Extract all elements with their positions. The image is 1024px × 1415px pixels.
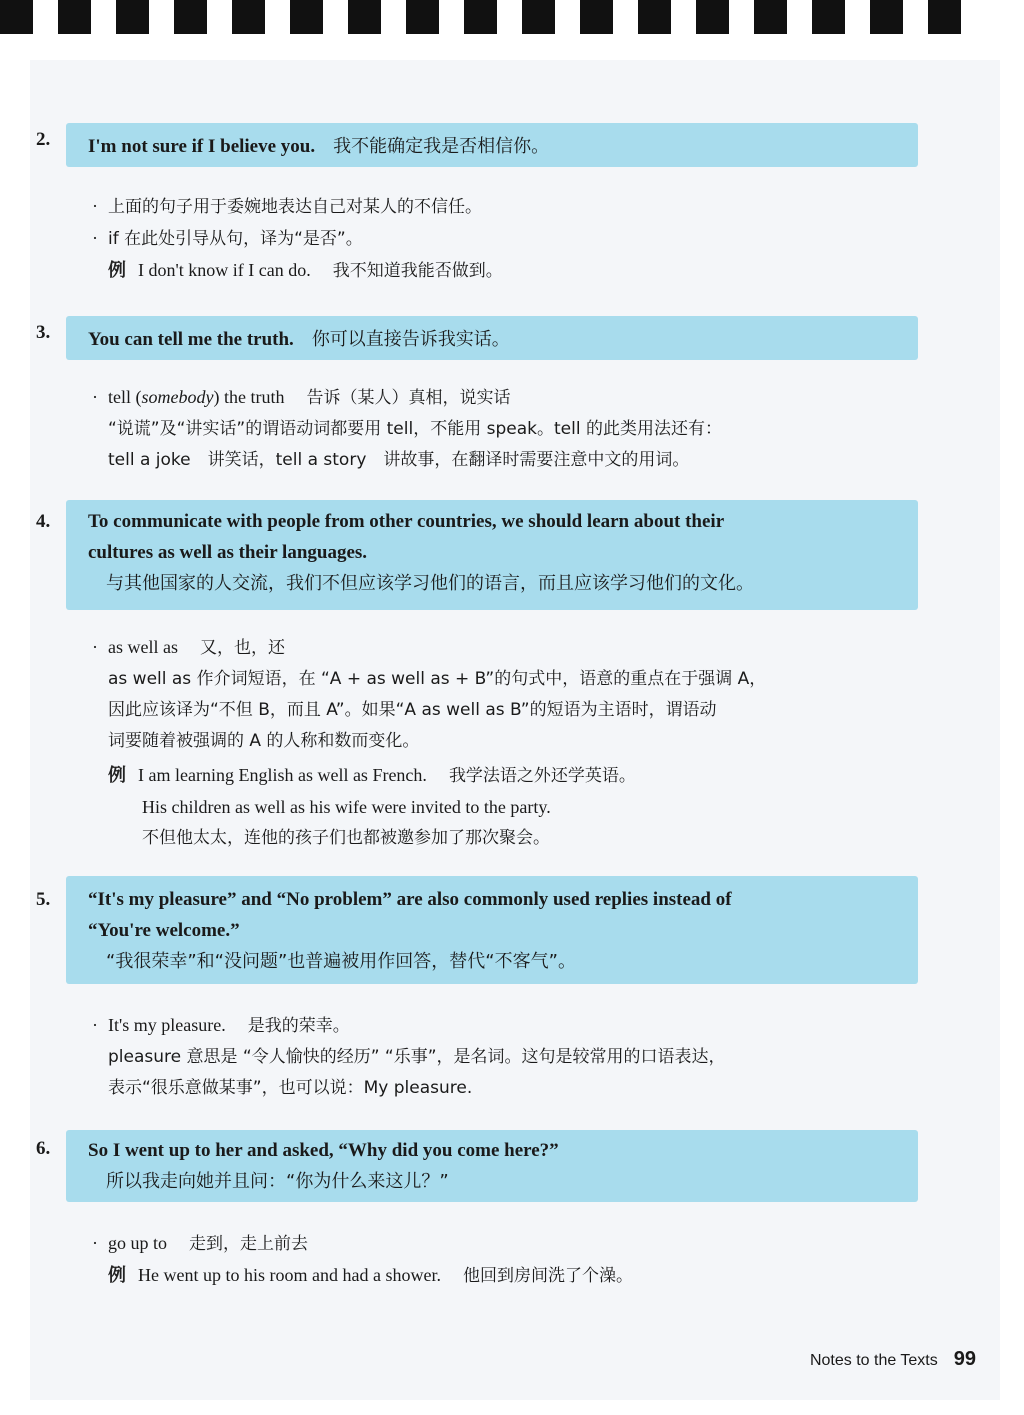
example-line: His children as well as his wife were invited to the party. <box>142 797 551 817</box>
note-body <box>92 632 922 854</box>
bullet-item: · as well as 又，也，还 <box>92 637 285 658</box>
note-body <box>92 191 922 287</box>
note-heading-box <box>66 316 918 360</box>
heading-en: So I went up to her and asked, “Why did you come here?” <box>88 1140 559 1161</box>
bullet-item: · tell (somebody) the truth 告诉（某人）真相，说实话 <box>92 387 511 408</box>
note-heading-box <box>66 876 918 984</box>
note-body <box>92 1010 922 1104</box>
top-border <box>0 0 1024 36</box>
example-line: 不但他太太，连他的孩子们也都被邀参加了那次聚会。 <box>142 828 550 848</box>
heading-cn: 所以我走向她并且问：“你为什么来这儿？” <box>106 1171 449 1192</box>
note-number: 2. <box>36 129 51 150</box>
note-number: 5. <box>36 889 51 910</box>
example-marker: 例 <box>108 260 126 281</box>
note-heading-box <box>66 1130 918 1202</box>
heading-en-line: cultures as well as their languages. <box>88 542 368 563</box>
explanation-line: pleasure 意思是 “令人愉快的经历” “乐事”，是名词。这句是较常用的口语表达， <box>108 1047 726 1067</box>
note-number: 4. <box>36 511 51 532</box>
heading-cn: 我不能确定我是否相信你。 <box>333 136 550 157</box>
heading-en-line: “You're welcome.” <box>88 920 240 941</box>
explanation-line: “说谎”及“讲实话”的谓语动词都要用 tell，不能用 speak。tell 的此类用法还有： <box>108 419 722 439</box>
bullet-item: · if 在此处引导从句，译为“是否”。 <box>92 228 363 249</box>
note-heading-box <box>66 123 918 167</box>
explanation-line: as well as 作介词短语，在 “A + as well as + B”的句式中，语意的重点在于强调 A， <box>108 669 767 689</box>
example-marker: 例 <box>108 765 126 786</box>
footer-label: Notes to the Texts <box>809 1352 938 1369</box>
heading-cn: 与其他国家的人交流，我们不但应该学习他们的语言，而且应该学习他们的文化。 <box>106 573 754 594</box>
heading-en: I'm not sure if I believe you. <box>88 136 316 157</box>
example: 例 He went up to his room and had a shower. 他回到房间洗了个澡。 <box>108 1265 633 1286</box>
note-body <box>92 382 922 476</box>
note-body <box>92 1228 922 1292</box>
explanation-line: 词要随着被强调的 A 的人称和数而变化。 <box>108 731 420 751</box>
heading-en: You can tell me the truth. <box>88 329 294 350</box>
explanation-line: 表示“很乐意做某事”，也可以说：My pleasure. <box>108 1078 473 1098</box>
note-number: 3. <box>36 322 51 343</box>
note-number: 6. <box>36 1138 51 1159</box>
bullet-item: · 上面的句子用于委婉地表达自己对某人的不信任。 <box>92 196 482 217</box>
heading-en-line: “It's my pleasure” and “No problem” are also commonly used replies instead of <box>88 889 732 910</box>
heading-cn: “我很荣幸”和“没问题”也普遍被用作回答，替代“不客气”。 <box>106 951 576 972</box>
bullet-item: · It's my pleasure. 是我的荣幸。 <box>92 1015 350 1036</box>
explanation-line: tell a joke 讲笑话，tell a story 讲故事，在翻译时需要注意中文的用词。 <box>108 450 690 470</box>
example-marker: 例 <box>108 1265 126 1286</box>
heading-en-line: To communicate with people from other countries, we should learn about their <box>88 511 725 532</box>
bullet-item: · go up to 走到，走上前去 <box>92 1233 309 1254</box>
example: 例 I am learning English as well as French. 我学法语之外还学英语。 <box>108 765 636 786</box>
explanation-line: 因此应该译为“不但 B，而且 A”。如果“A as well as B”的短语为主语时，谓语动 <box>108 700 717 720</box>
note-heading-box <box>66 500 918 610</box>
page-footer <box>810 1348 976 1371</box>
example: 例 I don't know if I can do. 我不知道我能否做到。 <box>108 260 503 281</box>
page-number: 99 <box>953 1348 976 1370</box>
heading-cn: 你可以直接告诉我实话。 <box>311 329 510 350</box>
